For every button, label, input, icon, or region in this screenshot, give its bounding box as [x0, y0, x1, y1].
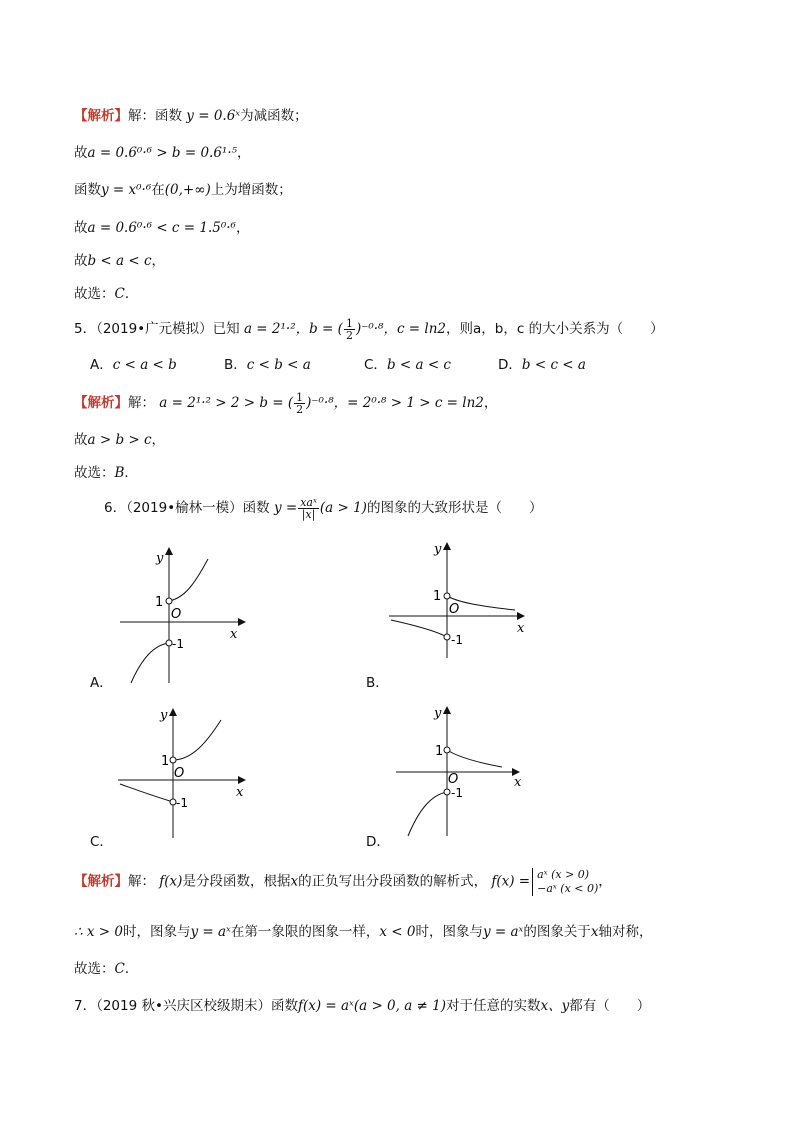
q7-stem: 7．（2019 秋•兴庆区校级期末）函数f(x) = aˣ(a > 0, a ≠ 1)对于任意的实数x、y都有（ ） — [74, 998, 651, 1014]
q5-answer: 故选：B． — [74, 465, 138, 481]
x-axis-arrow — [517, 612, 525, 620]
graph-a-label: A． — [90, 675, 113, 691]
q5-option-b: B．c < b < a — [224, 357, 311, 373]
y-axis-arrow — [169, 708, 177, 716]
neg-one-label: -1 — [451, 633, 463, 647]
curve-left — [120, 784, 173, 802]
x-label: x — [517, 621, 525, 636]
graph-d-label: D． — [366, 834, 390, 850]
one-label: 1 — [155, 595, 164, 610]
q6-fraction: $\frac{\text{xaˣ}}{|x|}$ — [300, 496, 317, 521]
graph-c — [112, 702, 252, 840]
curve-right — [169, 559, 208, 601]
one-label: 1 — [435, 744, 444, 759]
q6-answer: 故选：C． — [74, 961, 139, 977]
x-axis-arrow — [238, 618, 246, 626]
q5-fraction: $\frac{1}{2}$ — [345, 317, 353, 342]
x-label: x — [236, 785, 244, 800]
open-point-top — [170, 757, 176, 763]
one-label: 1 — [161, 754, 170, 769]
origin-label: O — [171, 607, 182, 622]
analysis-line-3: 函数y = x⁰·⁶在(0,+∞)上为增函数； — [74, 182, 292, 198]
curve-right — [173, 720, 221, 760]
y-label: y — [434, 706, 442, 721]
neg-one-label: -1 — [451, 786, 463, 800]
y-label: y — [156, 551, 164, 566]
graph-c-label: C． — [90, 834, 113, 850]
x-label: x — [230, 627, 238, 642]
one-label: 1 — [433, 589, 442, 604]
curve-left — [391, 620, 447, 637]
neg-one-label: -1 — [172, 637, 184, 651]
analysis-line-2: 故a = 0.6⁰·⁶ > b = 0.6¹·⁵， — [74, 145, 251, 161]
y-axis-arrow — [443, 542, 451, 550]
q5-option-a: A．c < a < b — [90, 357, 177, 373]
x-axis-arrow — [238, 776, 246, 784]
y-label: y — [434, 542, 442, 557]
origin-label: O — [449, 602, 460, 617]
origin-label: O — [448, 772, 459, 787]
origin-label: O — [174, 766, 185, 781]
open-point-bottom — [444, 789, 450, 795]
q5-conclusion: 故a > b > c， — [74, 432, 166, 448]
x-label: x — [514, 775, 522, 790]
q5-option-d: D．b < c < a — [498, 357, 586, 373]
analysis-line-6: 故选：C． — [74, 286, 139, 302]
analysis-line-5: 故b < a < c， — [74, 253, 166, 269]
q6-analysis: 【解析】解： f(x)是分段函数，根据x的正负写出分段函数的解析式， f(x) = aˣ (x > 0) −aˣ (x < 0) ， — [74, 868, 612, 895]
graph-b-label: B． — [366, 675, 389, 691]
q5-stem: 5．（2019•广元模拟）已知 a = 2¹·²，b = ( $\frac{1}{2}$ )⁻⁰·⁸，c = ln2，则a，b，c 的大小关系为（ ） — [74, 317, 664, 342]
analysis-tag: 【解析】 — [74, 108, 128, 124]
y-axis-arrow — [443, 706, 451, 714]
neg-one-label: -1 — [176, 796, 188, 810]
y-axis-arrow — [165, 547, 173, 555]
analysis-line-4: 故a = 0.6⁰·⁶ < c = 1.5⁰·⁶， — [74, 220, 250, 236]
piecewise-brace: aˣ (x > 0) −aˣ (x < 0) — [532, 868, 598, 896]
q5-analysis: 【解析】解： a = 2¹·² > 2 > b = ( $\frac{1}{2}$ )⁻⁰·⁸，= 2⁰·⁸ > 1 > c = ln2， — [74, 391, 498, 416]
open-point-top — [444, 593, 450, 599]
open-point-top — [166, 598, 172, 604]
curve-left — [131, 643, 169, 683]
q5-option-c: C．b < a < c — [364, 357, 451, 373]
y-label: y — [160, 708, 168, 723]
q6-stem: 6．（2019•榆林一模）函数 y = $\frac{\text{xaˣ}}{|x|}$ (a > 1)的图象的大致形状是（ ） — [104, 496, 543, 521]
curve-right — [447, 750, 502, 767]
curve-left — [408, 792, 447, 836]
graph-d — [390, 700, 530, 840]
open-point-top — [444, 747, 450, 753]
open-point-bottom — [444, 634, 450, 640]
graph-a — [110, 543, 250, 688]
analysis-line-1: 【解析】解：函数 y = 0.6ˣ为减函数； — [74, 108, 308, 124]
q6-explanation: ∴ x > 0时，图象与y = aˣ在第一象限的图象一样，x < 0时，图象与y = aˣ的图象关于x轴对称， — [74, 924, 653, 940]
graph-b — [383, 536, 533, 661]
